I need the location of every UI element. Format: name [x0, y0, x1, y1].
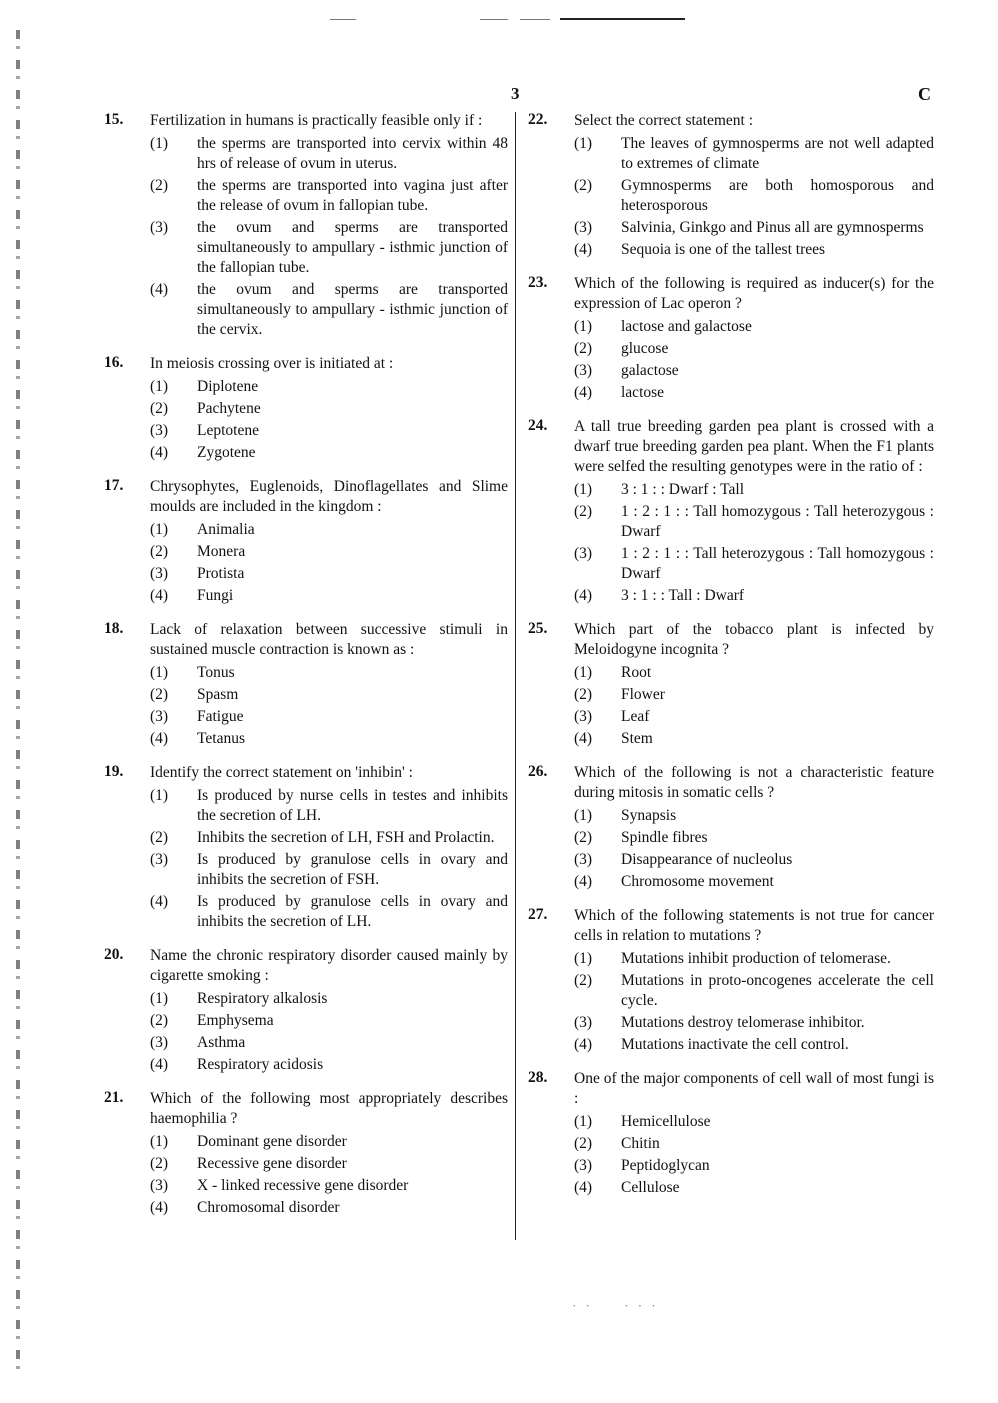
option-number: (3) [150, 422, 169, 439]
option-text: Spindle fibres [621, 829, 708, 846]
question-text: Fertilization in humans is practically feasible only if : [150, 112, 483, 129]
option-number: (4) [150, 587, 169, 604]
option-number: (4) [574, 873, 593, 890]
question-text: Identify the correct statement on 'inhibin' : [150, 764, 413, 781]
option-number: (1) [150, 664, 169, 681]
option-list [574, 134, 934, 260]
option-text: Mutations inhibit production of telomerase. [621, 950, 891, 967]
option [574, 1178, 934, 1198]
option-list [150, 1132, 508, 1218]
option-text: Monera [197, 543, 246, 560]
option-number: (2) [574, 503, 593, 520]
option [150, 707, 508, 727]
option [574, 1035, 934, 1055]
option [150, 421, 508, 441]
question [528, 417, 934, 606]
option-text: Respiratory alkalosis [197, 990, 328, 1007]
question-text: Chrysophytes, Euglenoids, Dinoflagellates and Slime moulds are included in the kingdom : [150, 478, 508, 515]
option [574, 176, 934, 216]
option-number: (4) [150, 893, 169, 910]
option-text: X - linked recessive gene disorder [197, 1177, 409, 1194]
question-number: 28. [528, 1069, 548, 1086]
option-number: (1) [150, 1133, 169, 1150]
option-list [150, 377, 508, 463]
question [104, 354, 508, 463]
option-number: (3) [150, 1177, 169, 1194]
option-number: (4) [574, 587, 593, 604]
option-number: (1) [150, 990, 169, 1007]
left-column [104, 111, 508, 1232]
option [150, 663, 508, 683]
question-number: 18. [104, 620, 124, 637]
option-text: Leaf [621, 708, 650, 725]
option-list [150, 989, 508, 1075]
option-text: Stem [621, 730, 653, 747]
option [150, 685, 508, 705]
option [574, 240, 934, 260]
option-text: Disappearance of nucleolus [621, 851, 793, 868]
series-code: C [918, 84, 931, 104]
option-number: (4) [574, 241, 593, 258]
option-number: (2) [574, 972, 593, 989]
question-text: Which part of the tobacco plant is infected by Meloidogyne incognita ? [574, 621, 934, 658]
option-text: Root [621, 664, 652, 681]
option [150, 218, 508, 278]
option-number: (1) [150, 521, 169, 538]
binding-edge [16, 30, 20, 1370]
option-text: lactose and galactose [621, 318, 752, 335]
option-list [150, 520, 508, 606]
option-text: Mutations inactivate the cell control. [621, 1036, 849, 1053]
option-number: (4) [574, 1179, 593, 1196]
option-number: (1) [574, 1113, 593, 1130]
question-text: One of the major components of cell wall of most fungi is : [574, 1070, 934, 1107]
option [574, 317, 934, 337]
option [150, 134, 508, 174]
option-number: (2) [574, 340, 593, 357]
option [574, 806, 934, 826]
question [528, 763, 934, 892]
option [574, 134, 934, 174]
option-text: Diplotene [197, 378, 259, 395]
option [150, 520, 508, 540]
question-number: 15. [104, 111, 124, 128]
option [574, 1156, 934, 1176]
option-text: Chromosome movement [621, 873, 774, 890]
option-text: Pachytene [197, 400, 261, 417]
option-text: Emphysema [197, 1012, 274, 1029]
option [150, 1132, 508, 1152]
option-list [574, 1112, 934, 1198]
scan-mark [480, 19, 508, 20]
option-number: (1) [150, 378, 169, 395]
option-number: (1) [150, 135, 169, 152]
option-number: (2) [574, 177, 593, 194]
option-number: (4) [150, 444, 169, 461]
option-list [574, 663, 934, 749]
option [574, 707, 934, 727]
option-number: (3) [574, 851, 593, 868]
option-text: Respiratory acidosis [197, 1056, 324, 1073]
option [150, 542, 508, 562]
option-text: 3 : 1 : : Tall : Dwarf [621, 587, 745, 604]
option-number: (1) [574, 807, 593, 824]
question [104, 620, 508, 749]
question-number: 24. [528, 417, 548, 434]
option-text: Hemicellulose [621, 1113, 711, 1130]
option [574, 218, 934, 238]
option-number: (2) [150, 400, 169, 417]
option-text: 1 : 2 : 1 : : Tall heterozygous : Tall homozygous : Dwarf [621, 545, 934, 582]
scan-mark: · · · · · [572, 1298, 659, 1313]
option-number: (2) [150, 1012, 169, 1029]
option-text: the ovum and sperms are transported simultaneously to ampullary - isthmic junction of the cervix. [197, 281, 508, 338]
option-text: Leptotene [197, 422, 259, 439]
question [528, 620, 934, 749]
option-number: (1) [150, 787, 169, 804]
option [150, 850, 508, 890]
option-text: the sperms are transported into cervix within 48 hrs of release of ovum in uterus. [197, 135, 508, 172]
option [574, 1013, 934, 1033]
option-number: (3) [150, 851, 169, 868]
option-number: (3) [150, 1034, 169, 1051]
option-number: (4) [150, 1056, 169, 1073]
option-text: Asthma [197, 1034, 246, 1051]
option-list [574, 949, 934, 1055]
option [150, 377, 508, 397]
option-text: Is produced by nurse cells in testes and inhibits the secretion of LH. [197, 787, 508, 824]
question-text: Which of the following is not a characteristic feature during mitosis in somatic cells ? [574, 764, 934, 801]
option-number: (4) [150, 730, 169, 747]
option-text: Salvinia, Ginkgo and Pinus all are gymnosperms [621, 219, 924, 236]
option-text: Mutations destroy telomerase inhibitor. [621, 1014, 865, 1031]
question-text: Which of the following statements is not true for cancer cells in relation to mutations ? [574, 907, 934, 944]
option [574, 663, 934, 683]
option-text: the sperms are transported into vagina just after the release of ovum in fallopian tube. [197, 177, 508, 214]
question-number: 27. [528, 906, 548, 923]
question-text: In meiosis crossing over is initiated at : [150, 355, 394, 372]
question-text: Which of the following is required as inducer(s) for the expression of Lac operon ? [574, 275, 934, 312]
option-text: Synapsis [621, 807, 677, 824]
option-text: Is produced by granulose cells in ovary and inhibits the secretion of FSH. [197, 851, 508, 888]
option-list [574, 806, 934, 892]
option [574, 971, 934, 1011]
option [574, 361, 934, 381]
option-number: (3) [574, 545, 593, 562]
option [150, 1154, 508, 1174]
option-text: glucose [621, 340, 669, 357]
option-text: Tetanus [197, 730, 245, 747]
option [150, 399, 508, 419]
option [574, 850, 934, 870]
question [528, 111, 934, 260]
question [104, 763, 508, 932]
question-number: 21. [104, 1089, 124, 1106]
page-number: 3 [511, 84, 520, 103]
option-number: (1) [574, 950, 593, 967]
option-text: Dominant gene disorder [197, 1133, 347, 1150]
option [150, 1055, 508, 1075]
option-number: (2) [150, 686, 169, 703]
option-text: Chromosomal disorder [197, 1199, 340, 1216]
header-rule [560, 18, 685, 20]
option [150, 786, 508, 826]
option-text: Fatigue [197, 708, 244, 725]
option [574, 544, 934, 584]
option-number: (2) [150, 177, 169, 194]
question-number: 16. [104, 354, 124, 371]
option [574, 828, 934, 848]
question-text: A tall true breeding garden pea plant is crossed with a dwarf true breeding garden pea plant. When the F1 plants were selfed the resulting genotypes were in the ratio of : [574, 418, 934, 475]
option [150, 564, 508, 584]
option [574, 1134, 934, 1154]
option-text: Zygotene [197, 444, 256, 461]
option [574, 586, 934, 606]
question-number: 23. [528, 274, 548, 291]
option [150, 443, 508, 463]
option [574, 949, 934, 969]
question [104, 111, 508, 340]
option-list [150, 786, 508, 932]
option [150, 1198, 508, 1218]
option-number: (2) [574, 686, 593, 703]
option [150, 828, 508, 848]
question-text: Which of the following most appropriately describes haemophilia ? [150, 1090, 508, 1127]
option-number: (3) [574, 219, 593, 236]
option-list [574, 317, 934, 403]
option-number: (1) [574, 664, 593, 681]
scan-mark [330, 19, 356, 20]
option-number: (3) [574, 708, 593, 725]
question-number: 17. [104, 477, 124, 494]
option [150, 892, 508, 932]
question [528, 906, 934, 1055]
option [150, 1033, 508, 1053]
option-number: (3) [150, 708, 169, 725]
option-list [574, 480, 934, 606]
option [150, 989, 508, 1009]
option [150, 586, 508, 606]
question [528, 274, 934, 403]
option-text: Inhibits the secretion of LH, FSH and Prolactin. [197, 829, 495, 846]
option-list [150, 663, 508, 749]
scan-mark [520, 19, 550, 20]
option-text: Mutations in proto-oncogenes accelerate the cell cycle. [621, 972, 934, 1009]
option [574, 383, 934, 403]
option-number: (3) [574, 1014, 593, 1031]
question-text: Name the chronic respiratory disorder caused mainly by cigarette smoking : [150, 947, 508, 984]
option-text: the ovum and sperms are transported simultaneously to ampullary - isthmic junction of the fallopian tube. [197, 219, 508, 276]
option [574, 1112, 934, 1132]
option-text: Recessive gene disorder [197, 1155, 347, 1172]
option-number: (3) [150, 565, 169, 582]
option-text: 3 : 1 : : Dwarf : Tall [621, 481, 745, 498]
option-text: Protista [197, 565, 245, 582]
question-number: 20. [104, 946, 124, 963]
option-number: (4) [574, 384, 593, 401]
option-number: (4) [150, 281, 169, 298]
option-number: (4) [574, 730, 593, 747]
option-number: (2) [150, 829, 169, 846]
option-number: (1) [574, 481, 593, 498]
option-text: lactose [621, 384, 665, 401]
option-number: (3) [574, 362, 593, 379]
option-number: (2) [574, 1135, 593, 1152]
option-text: Gymnosperms are both homosporous and heterosporous [621, 177, 934, 214]
option [150, 176, 508, 216]
option-number: (4) [574, 1036, 593, 1053]
option-text: Peptidoglycan [621, 1157, 710, 1174]
option-number: (1) [574, 135, 593, 152]
option-text: The leaves of gymnosperms are not well adapted to extremes of climate [621, 135, 934, 172]
question [104, 946, 508, 1075]
option-text: 1 : 2 : 1 : : Tall homozygous : Tall heterozygous : Dwarf [621, 503, 934, 540]
question [104, 1089, 508, 1218]
option-text: Cellulose [621, 1179, 680, 1196]
option [150, 280, 508, 340]
column-divider [515, 112, 516, 1240]
question [104, 477, 508, 606]
option-text: Sequoia is one of the tallest trees [621, 241, 826, 258]
option [574, 872, 934, 892]
option-text: Tonus [197, 664, 235, 681]
option-text: galactose [621, 362, 679, 379]
question-text: Lack of relaxation between successive stimuli in sustained muscle contraction is known as : [150, 621, 508, 658]
question [528, 1069, 934, 1198]
option [150, 1176, 508, 1196]
option [574, 480, 934, 500]
question-number: 19. [104, 763, 124, 780]
option-text: Is produced by granulose cells in ovary and inhibits the secretion of LH. [197, 893, 508, 930]
question-number: 22. [528, 111, 548, 128]
right-column [528, 111, 934, 1212]
option [150, 1011, 508, 1031]
option-number: (1) [574, 318, 593, 335]
option-number: (2) [574, 829, 593, 846]
question-number: 25. [528, 620, 548, 637]
option-list [150, 134, 508, 340]
option-number: (3) [150, 219, 169, 236]
option-text: Chitin [621, 1135, 660, 1152]
option-text: Flower [621, 686, 665, 703]
option [574, 729, 934, 749]
question-text: Select the correct statement : [574, 112, 754, 129]
option-text: Fungi [197, 587, 234, 604]
option [574, 339, 934, 359]
option-text: Spasm [197, 686, 239, 703]
option [150, 729, 508, 749]
option-text: Animalia [197, 521, 255, 538]
option-number: (2) [150, 1155, 169, 1172]
option-number: (3) [574, 1157, 593, 1174]
option [574, 685, 934, 705]
option-number: (4) [150, 1199, 169, 1216]
option-number: (2) [150, 543, 169, 560]
question-number: 26. [528, 763, 548, 780]
option [574, 502, 934, 542]
